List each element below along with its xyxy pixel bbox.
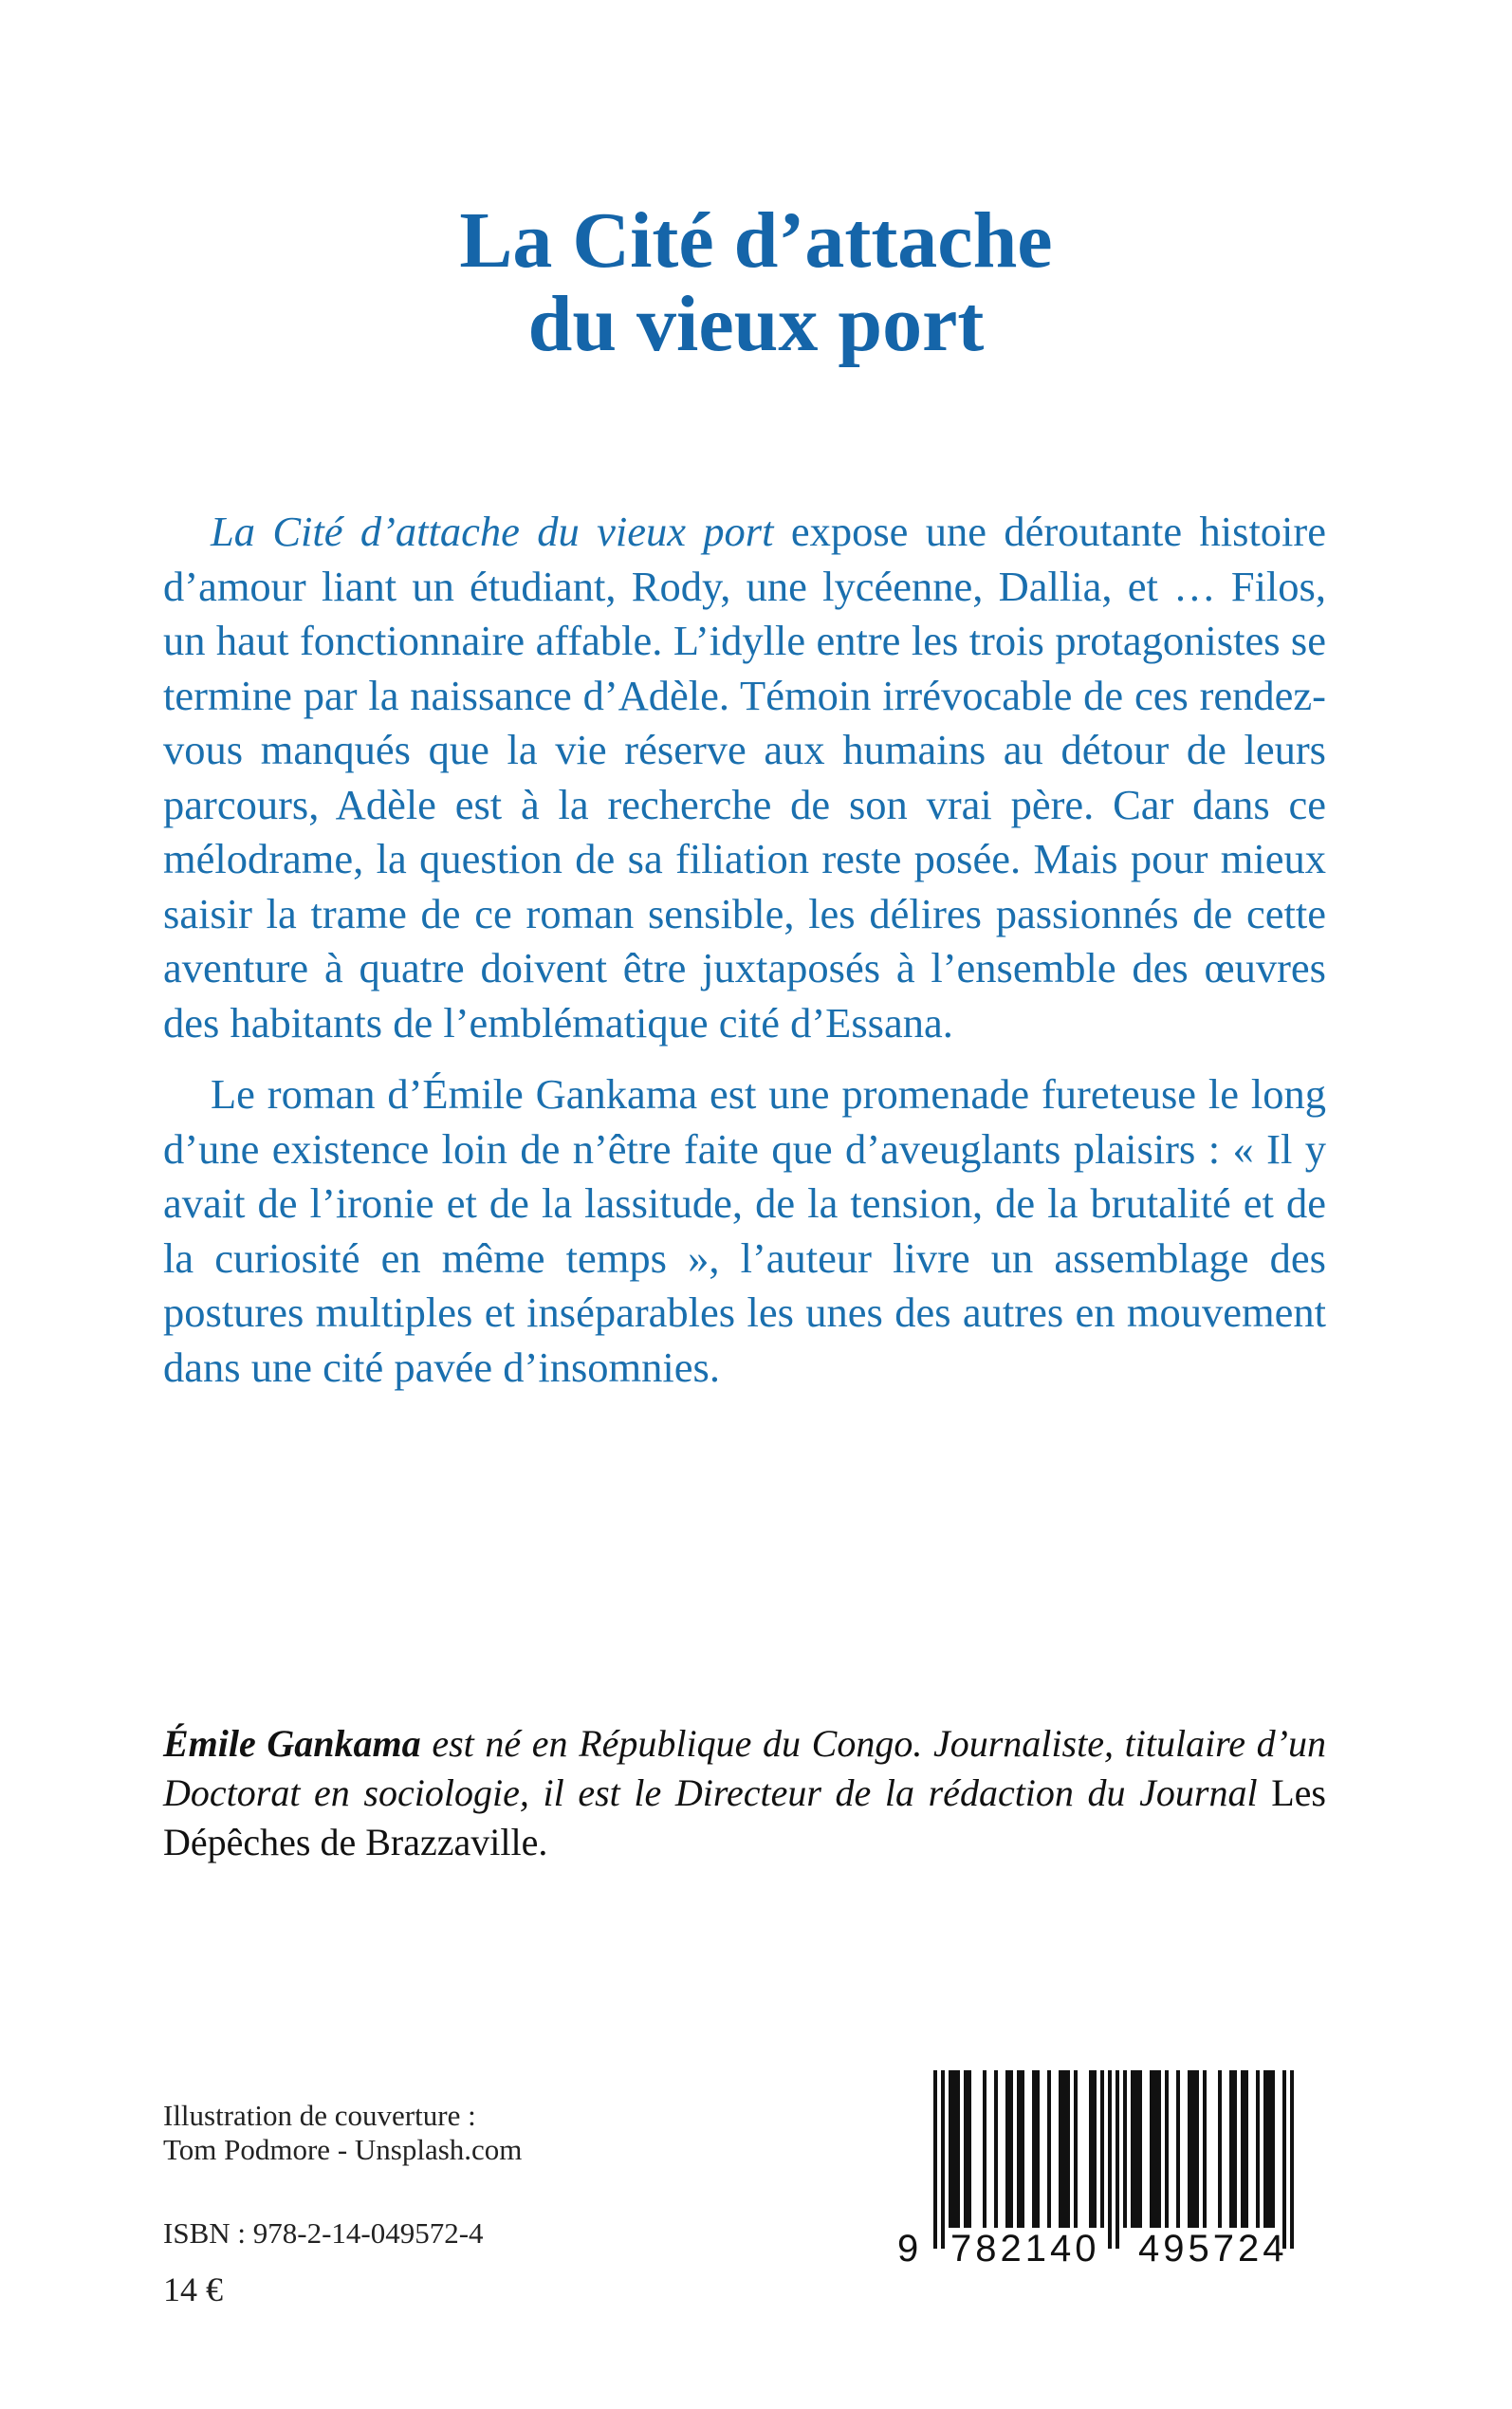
barcode-bar bbox=[1229, 2070, 1233, 2228]
barcode-bar bbox=[1047, 2070, 1051, 2228]
barcode-bar bbox=[1218, 2070, 1222, 2228]
barcode-bar bbox=[949, 2070, 952, 2228]
barcode-bar bbox=[1108, 2070, 1112, 2249]
barcode-bar bbox=[1100, 2070, 1104, 2228]
barcode-first-digit: 9 bbox=[897, 2228, 919, 2270]
barcode-bar bbox=[952, 2070, 956, 2228]
barcode-bar bbox=[956, 2070, 960, 2228]
author-bio-text: est né en République du Congo. Journaliste, titulaire d’un Doctorat en sociologie, il est le Directeur de la rédaction du Journal bbox=[163, 1722, 1326, 1814]
barcode-left-group: 782140 bbox=[950, 2228, 1100, 2270]
author-bio-end: . bbox=[538, 1821, 548, 1863]
blurb-paragraph-1 bbox=[163, 505, 1326, 1050]
barcode-bar bbox=[1176, 2070, 1180, 2228]
isbn-text: ISBN : 978-2-14-049572-4 bbox=[163, 2216, 484, 2250]
barcode-bar bbox=[1009, 2070, 1013, 2228]
barcode-right-group: 495724 bbox=[1138, 2228, 1288, 2270]
barcode-bar bbox=[964, 2070, 968, 2228]
barcode-bar bbox=[1138, 2070, 1142, 2228]
blurb-paragraph-1-text: expose une déroutante histoire d’amour liant un étudiant, Rody, une lycéenne, Dallia, et … Filos, un haut fonctionnaire affable. L’idylle entre les trois protagonistes se termine par la naissance d’Adèle. Témoin irrévocable de ces rendez-vous manqués que la vie réserve aux humains au détour de leurs parcours, Adèle est à la recherche de son vrai père. Car dans ce mélodrame, la question de sa filiation reste posée. Mais pour mieux saisir la trame de ce roman sensible, les délires passionnés de cette aventure à quatre doivent être juxtaposés à l’ensemble des œuvres des habitants de l’emblématique cité d’Essana. bbox=[163, 508, 1326, 1047]
barcode-bar bbox=[1032, 2070, 1036, 2228]
cover-credits-label: Illustration de couverture : bbox=[163, 2099, 476, 2132]
cover-credits-value: Tom Podmore - Unsplash.com bbox=[163, 2133, 523, 2166]
barcode-bar bbox=[1123, 2070, 1127, 2228]
barcode-bar bbox=[1203, 2070, 1207, 2228]
barcode-bar bbox=[1165, 2070, 1169, 2228]
barcode-bar bbox=[1017, 2070, 1021, 2228]
barcode-bar bbox=[1241, 2070, 1245, 2228]
barcode-bar bbox=[1245, 2070, 1248, 2228]
barcode-bar bbox=[1282, 2070, 1286, 2249]
author-name: Émile Gankama bbox=[163, 1722, 421, 1765]
barcode-bar bbox=[1036, 2070, 1040, 2228]
barcode-bar bbox=[1271, 2070, 1275, 2228]
barcode-bar bbox=[1233, 2070, 1237, 2228]
barcode-bar bbox=[1131, 2070, 1134, 2228]
barcode-digits bbox=[895, 2228, 1320, 2275]
barcode-bar bbox=[1188, 2070, 1191, 2228]
barcode-bar bbox=[1093, 2070, 1097, 2228]
barcode-bar bbox=[1267, 2070, 1271, 2228]
barcode bbox=[895, 2066, 1320, 2287]
barcode-bar bbox=[1066, 2070, 1070, 2228]
barcode-bar bbox=[933, 2070, 937, 2249]
barcode-bar bbox=[1089, 2070, 1093, 2228]
author-bio bbox=[163, 1719, 1326, 1867]
barcode-bar bbox=[968, 2070, 971, 2228]
journal-name: Les Dépêches de Brazzaville bbox=[163, 1771, 1326, 1863]
barcode-bar bbox=[1021, 2070, 1024, 2228]
barcode-bar bbox=[994, 2070, 998, 2228]
book-title bbox=[0, 196, 1512, 368]
barcode-bar bbox=[1263, 2070, 1267, 2228]
book-title-line-2: du vieux port bbox=[527, 280, 985, 368]
barcode-bar bbox=[1150, 2070, 1153, 2228]
book-title-line-1: La Cité d’attache bbox=[459, 196, 1053, 285]
barcode-bar bbox=[1134, 2070, 1138, 2228]
blurb-title-italic: La Cité d’attache du vieux port bbox=[211, 508, 774, 555]
barcode-bar bbox=[1290, 2070, 1294, 2249]
blurb-paragraph-2: Le roman d’Émile Gankama est une promenade fureteuse le long d’une existence loin de n’être faite que d’aveuglants plaisirs : « Il y avait de l’ironie et de la lassitude, de la tension, de la brutalité et de la curiosité en même temps », l’auteur livre un assemblage des postures multiples et inséparables les unes des autres en mouvement dans une cité pavée d’insomnies. bbox=[163, 1070, 1326, 1391]
book-blurb bbox=[163, 505, 1326, 1395]
barcode-bar bbox=[1116, 2070, 1119, 2249]
barcode-bar bbox=[1153, 2070, 1157, 2228]
cover-credits bbox=[163, 2099, 694, 2167]
barcode-bar bbox=[1059, 2070, 1062, 2228]
barcode-bar bbox=[1062, 2070, 1066, 2228]
barcode-bar bbox=[1074, 2070, 1078, 2228]
barcode-bar bbox=[983, 2070, 986, 2228]
barcode-bar bbox=[1195, 2070, 1199, 2228]
barcode-bar bbox=[1005, 2070, 1009, 2228]
price-text: 14 € bbox=[163, 2270, 223, 2308]
barcode-bar bbox=[1157, 2070, 1161, 2228]
barcode-bar bbox=[1191, 2070, 1195, 2228]
barcode-bar bbox=[1256, 2070, 1260, 2228]
barcode-bar bbox=[941, 2070, 945, 2249]
